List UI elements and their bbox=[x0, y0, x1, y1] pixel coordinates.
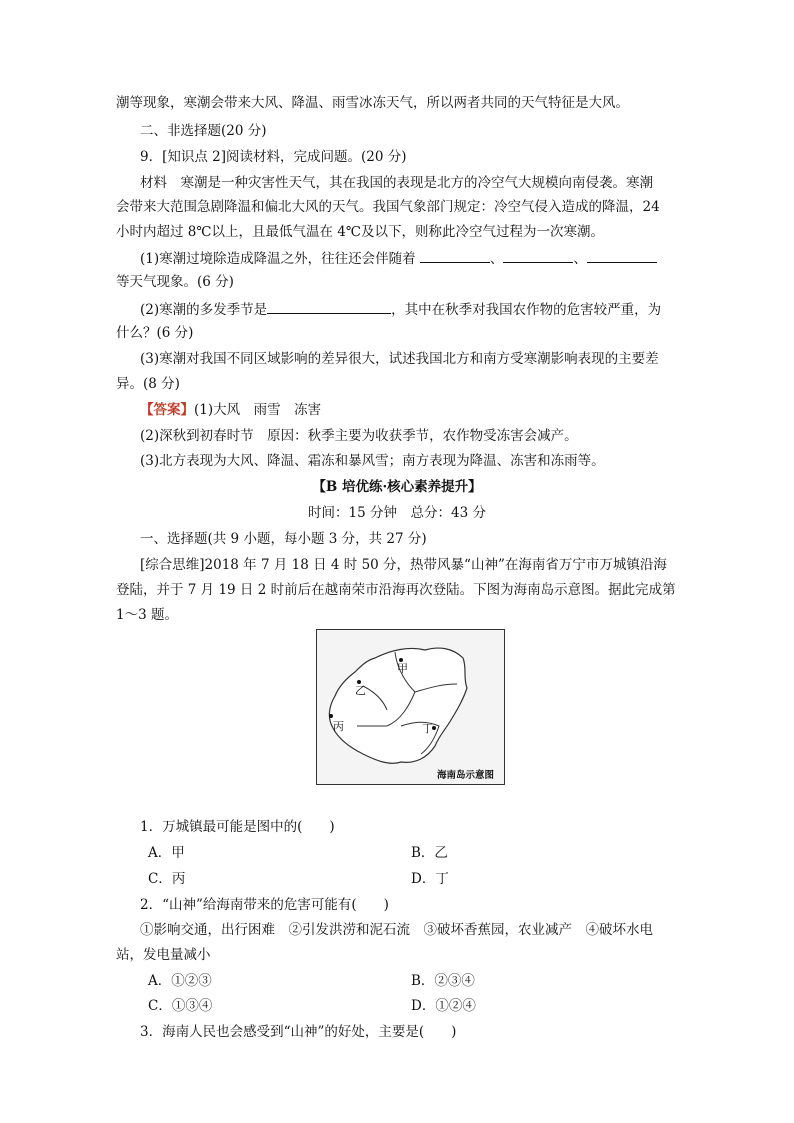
q9-sub1-text: (1)寒潮过境除造成降温之外，往往还会伴随着 bbox=[140, 251, 416, 267]
location-dot bbox=[329, 714, 333, 718]
map-label-yi: 乙 bbox=[355, 684, 366, 697]
partB-title: 【B 培优练·核心素养提升】 bbox=[312, 479, 482, 495]
q9-answer1 bbox=[140, 400, 321, 420]
q2-items-line1: ①影响交通，出行困难 ②引发洪涝和泥石流 ③破坏香蕉园，农业减产 ④破坏水电 bbox=[140, 922, 653, 938]
partB-intro-line1: [综合思维]2018 年 7 月 18 日 4 时 50 分，热带风暴“山神”在海南省万宁市万城镇沿海 bbox=[140, 557, 667, 573]
q2-items-line2: 站，发电量减小 bbox=[116, 947, 211, 963]
q9-sub2-text-a: (2)寒潮的多发季节是 bbox=[140, 302, 268, 318]
q9-sub2-text-b: ，其中在秋季对我国农作物的危害较严重，为 bbox=[391, 302, 662, 318]
q1-option-a[interactable]: A．甲 bbox=[148, 845, 185, 861]
answer-blank[interactable] bbox=[503, 248, 573, 263]
hainan-island-svg bbox=[317, 630, 504, 784]
partB-intro-line2: 登陆，并于 7 月 19 日 2 时前后在越南荣市沿海再次登陆。下图为海南岛示意图。据此完成第 bbox=[116, 582, 676, 598]
q1-option-b[interactable]: B．乙 bbox=[411, 845, 448, 861]
hainan-map bbox=[316, 629, 505, 785]
q2-option-b[interactable]: B．②③④ bbox=[411, 973, 475, 989]
q9-answer3: (3)北方表现为大风、降温、霜冻和暴风雪；南方表现为降温、冻害和冻雨等。 bbox=[140, 453, 605, 469]
prev-answer-tail: 潮等现象，寒潮会带来大风、降温、雨雪冰冻天气，所以两者共同的天气特征是大风。 bbox=[116, 95, 629, 111]
answer-blank[interactable] bbox=[420, 248, 490, 263]
q3-stem: 3．海南人民也会感受到“山神”的好处，主要是( ) bbox=[140, 1024, 457, 1040]
separator: 、 bbox=[573, 251, 587, 267]
answer-blank[interactable] bbox=[267, 299, 391, 314]
q2-option-a[interactable]: A．①②③ bbox=[148, 973, 212, 989]
partB-intro-line3: 1～3 题。 bbox=[116, 607, 178, 623]
map-label-ding: 丁 bbox=[422, 722, 433, 735]
answer-blank[interactable] bbox=[587, 248, 657, 263]
q9-sub1-line2: 等天气现象。(6 分) bbox=[116, 274, 234, 290]
q9-sub3-line1: (3)寒潮对我国不同区域影响的差异很大，试述我国北方和南方受寒潮影响表现的主要差 bbox=[140, 351, 659, 367]
map-label-jia: 甲 bbox=[397, 662, 408, 675]
q9-sub2-line1 bbox=[140, 299, 661, 320]
partB-time: 时间：15 分钟 总分：43 分 bbox=[308, 505, 486, 521]
q2-option-d[interactable]: D．①②④ bbox=[411, 998, 476, 1014]
q9-sub2-line2: 什么？(6 分) bbox=[116, 325, 194, 341]
partB-section1-title: 一、选择题(共 9 小题，每小题 3 分，共 27 分) bbox=[140, 531, 427, 547]
q9-answer2: (2)深秋到初春时节 原因：秋季主要为收获季节，农作物受冻害会减产。 bbox=[140, 428, 578, 444]
q2-stem: 2．“山神”给海南带来的危害可能有( ) bbox=[140, 897, 389, 913]
q1-stem: 1．万城镇最可能是图中的( ) bbox=[140, 819, 335, 835]
map-label-bing: 丙 bbox=[333, 720, 344, 733]
q9-sub1-line1 bbox=[140, 248, 657, 269]
q9-material-line2: 会带来大范围急剧降温和偏北大风的天气。我国气象部门规定：冷空气侵入造成的降温，24 bbox=[116, 199, 660, 215]
q1-option-c[interactable]: C．丙 bbox=[148, 871, 186, 887]
q2-option-c[interactable]: C．①③④ bbox=[148, 998, 213, 1014]
answer1-text: (1)大风 雨雪 冻害 bbox=[194, 402, 322, 418]
q9-material-line1: 材料 寒潮是一种灾害性天气，其在我国的表现是北方的冷空气大规模向南侵袭。寒潮 bbox=[140, 175, 653, 191]
answer-tag: 【答案】 bbox=[140, 402, 194, 418]
q9-sub3-line2: 异。(8 分) bbox=[116, 376, 180, 392]
section2-title: 二、非选择题(20 分) bbox=[140, 123, 267, 139]
q9-material-line3: 小时内超过 8℃以上，且最低气温在 4℃及以下，则称此冷空气过程为一次寒潮。 bbox=[116, 224, 604, 240]
separator: 、 bbox=[489, 251, 504, 267]
q9-stem: 9．[知识点 2]阅读材料，完成问题。(20 分) bbox=[140, 149, 407, 165]
map-caption: 海南岛示意图 bbox=[437, 770, 495, 781]
q1-option-d[interactable]: D．丁 bbox=[411, 871, 449, 887]
